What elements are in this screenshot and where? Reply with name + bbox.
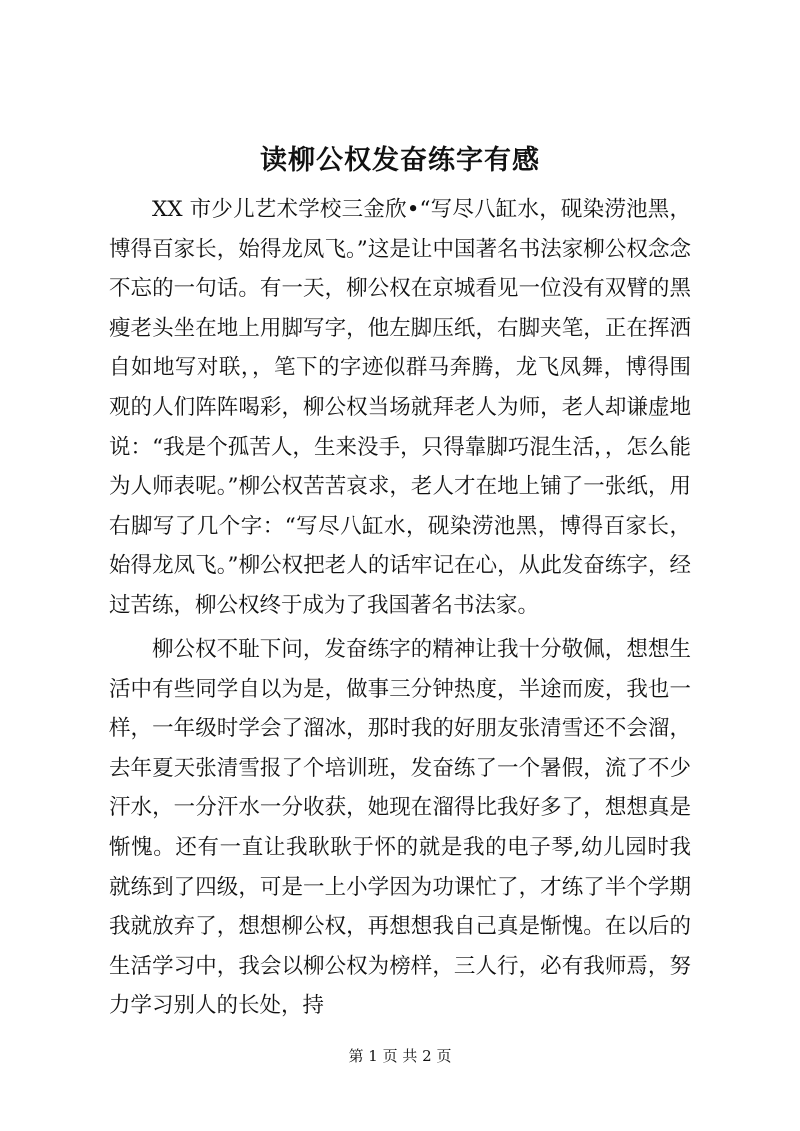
paragraph-2: 柳公权不耻下问，发奋练字的精神让我十分敬佩，想想生活中有些同学自以为是，做事三分钟热度，半途而废，我也一样，一年级时学会了溜冰，那时我的好朋友张清雪还不会溜，去年夏天张清雪报了个培训班，发奋练了一个暑假，流了不少汗水，一分汗水一分收获，她现在溜得比我好多了，想想真是惭愧。还有一直让我耿耿于怀的就是我的电子琴,幼儿园时我就练到了四级，可是一上小学因为功课忙了，才练了半个学期我就放弃了，想想柳公权，再想想我自己真是惭愧。在以后的生活学习中，我会以柳公权为榜样，三人行，必有我师焉，努力学习别人的长处，持 [109,637,691,1019]
document-title: 读柳公权发奋练字有感 [260,145,540,176]
page-footer: 第 1 页 共 2 页 [348,1047,452,1065]
paragraph-1: XX 市少儿艺术学校三金欣•“写尽八缸水，砚染涝池黑，博得百家长，始得龙凤飞。”这是让中国著名书法家柳公权念念不忘的一句话。有一天，柳公权在京城看见一位没有双臂的黑瘦老头坐在地上用脚写字，他左脚压纸，右脚夹笔，正在挥洒自如地写对联，，笔下的字迹似群马奔腾，龙飞凤舞，博得围观的人们阵阵喝彩，柳公权当场就拜老人为师，老人却谦虚地说：“我是个孤苦人，生来没手，只得靠脚巧混生活，，怎么能为人师表呢。”柳公权苦苦哀求，老人才在地上铺了一张纸，用右脚写了几个字：“写尽八缸水，砚染涝池黑，博得百家长，始得龙凤飞。”柳公权把老人的话牢记在心，从此发奋练字，经过苦练，柳公权终于成为了我国著名书法家。 [109,197,691,618]
paragraph-1-container [109,190,691,626]
paragraph-2-container [109,630,691,1026]
